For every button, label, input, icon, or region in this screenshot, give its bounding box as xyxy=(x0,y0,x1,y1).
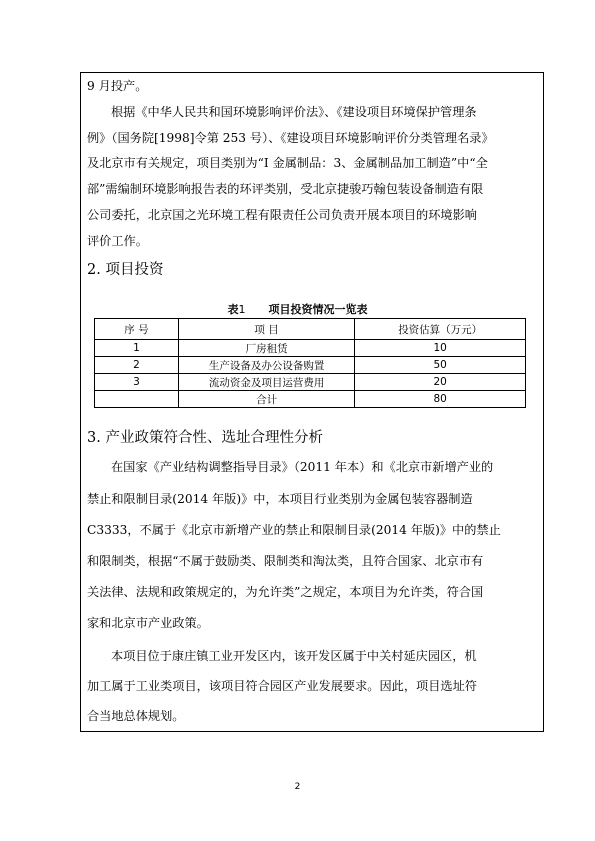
para-line: 关法律、法规和政策规定的，为允许类”之规定，本项目为允许类，符合国 xyxy=(87,585,484,599)
cell-item: 厂房租赁 xyxy=(178,340,355,357)
total-value: 80 xyxy=(355,391,526,408)
cell-item: 流动资金及项目运营费用 xyxy=(178,374,355,391)
para-line: 部”需编制环境影响报告表的环评类别，受北京捷骏巧翰包装设备制造有限 xyxy=(87,182,484,196)
para-line: 在国家《产业结构调整指导目录》（2011 年本）和《北京市新增产业的 xyxy=(111,460,494,474)
cell-estimate: 50 xyxy=(355,357,526,374)
section-heading-policy: 3. 产业政策符合性、选址合理性分析 xyxy=(87,430,323,446)
table-row xyxy=(95,374,526,391)
para-line: C3333，不属于《北京市新增产业的禁止和限制目录(2014 年版)》中的禁止 xyxy=(87,523,501,537)
para-line: 本项目位于康庄镇工业开发区内，该开发区属于中关村延庆园区，机 xyxy=(111,649,477,663)
caption-title: 项目投资情况一览表 xyxy=(268,303,368,316)
para-line: 根据《中华人民共和国环境影响评价法》、《建设项目环境保护管理条 xyxy=(111,105,477,119)
para-line: 评价工作。 xyxy=(87,234,148,248)
table-row xyxy=(95,357,526,374)
para-line: 禁止和限制目录(2014 年版)》中，本项目行业类别为金属包装容器制造 xyxy=(87,492,473,506)
header-item: 项 目 xyxy=(178,319,355,340)
table-row xyxy=(95,340,526,357)
cell-index: 2 xyxy=(95,357,179,374)
cell-index: 1 xyxy=(95,340,179,357)
header-index: 序 号 xyxy=(95,319,179,340)
para-line: 及北京市有关规定，项目类别为“I 金属制品：3、金属制品加工制造”中“全 xyxy=(87,156,488,170)
cell-estimate: 10 xyxy=(355,340,526,357)
cell-index: 3 xyxy=(95,374,179,391)
table-caption xyxy=(0,301,595,317)
caption-prefix: 表 xyxy=(227,303,239,316)
para-line: 合当地总体规划。 xyxy=(87,709,185,723)
total-label: 合计 xyxy=(178,391,355,408)
page-number: 2 xyxy=(294,782,301,792)
para-line: 家和北京市产业政策。 xyxy=(87,616,209,630)
para-line: 和限制类，根据“不属于鼓励类、限制类和淘汰类，且符合国家、北京市有 xyxy=(87,554,484,568)
header-estimate: 投资估算（万元） xyxy=(355,319,526,340)
table-header-row xyxy=(95,319,526,340)
cell-empty xyxy=(95,391,179,408)
para-line: 公司委托，北京国之光环境工程有限责任公司负责开展本项目的环境影响 xyxy=(87,208,477,222)
table-total-row xyxy=(95,391,526,408)
cell-item: 生产设备及办公设备购置 xyxy=(178,357,355,374)
para-line: 例》（国务院[1998]令第 253 号）、《建设项目环境影响评价分类管理名录》 xyxy=(87,131,494,145)
para-line: 加工属于工业类项目，该项目符合园区产业发展要求。因此，项目选址符 xyxy=(87,679,477,693)
cell-estimate: 20 xyxy=(355,374,526,391)
caption-number: 1 xyxy=(238,303,246,316)
section-heading-investment: 2. 项目投资 xyxy=(87,262,164,278)
intro-line: 9 月投产。 xyxy=(87,79,148,93)
investment-table xyxy=(94,318,526,408)
